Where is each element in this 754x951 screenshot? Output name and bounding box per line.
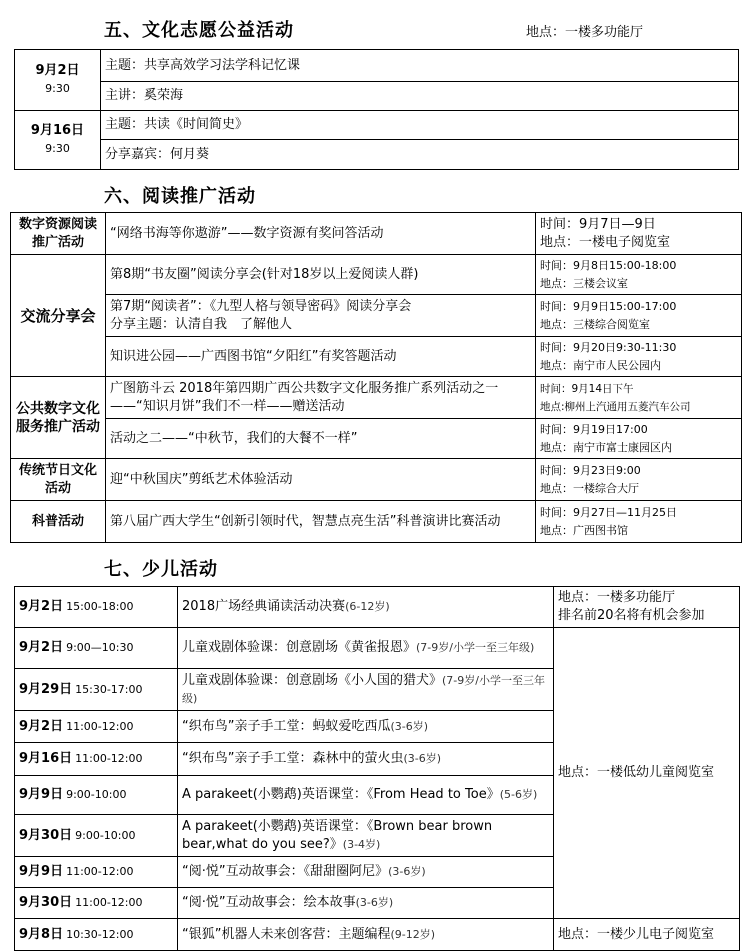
table-row: [11, 377, 742, 419]
content-cell: [178, 919, 554, 951]
content-cell: [178, 743, 554, 776]
content-cell: 第8期“书友圈”阅读分享会(针对18岁以上爱阅读人群): [106, 255, 536, 295]
age-range: (7-9岁/小学一至三年级): [182, 673, 545, 705]
time: 9:00-10:00: [75, 828, 136, 842]
date: 9月16日: [30, 123, 85, 138]
time: 9:30: [45, 142, 70, 155]
time-text: 时间：9月7日—9日: [540, 216, 656, 232]
location-cell: 地点：一楼低幼儿童阅览室: [554, 628, 740, 919]
activity-title: “阅·悦”互动故事会：绘本故事: [182, 895, 356, 910]
section-7-title: 七、少儿活动: [104, 559, 218, 580]
date-time-cell: [15, 711, 178, 743]
activity-title: “织布鸟”亲子手工堂：蚂蚁爱吃西瓜: [182, 718, 391, 734]
section-5-title: 五、文化志愿公益活动: [104, 20, 294, 41]
content-cell: [178, 888, 554, 919]
content-cell: [178, 587, 554, 628]
content-cell: 知识进公园——广西图书馆“夕阳红”有奖答题活动: [106, 337, 536, 377]
content-cell: [106, 295, 536, 337]
table-row: [15, 50, 739, 82]
age-range: (3-6岁): [403, 752, 442, 765]
section-7-table: [14, 586, 740, 951]
date-time-cell: [15, 587, 178, 628]
category-cell: 公共数字文化服务推广活动: [11, 377, 106, 459]
time: 11:00-12:00: [75, 896, 143, 909]
content-cell: [178, 776, 554, 815]
speaker-cell: 分享嘉宾：何月葵: [101, 140, 739, 170]
time: 11:00-12:00: [66, 719, 134, 733]
date: 9月2日: [19, 599, 64, 614]
content-cell: 活动之二——“中秋节，我们的大餐不一样”: [106, 419, 536, 459]
age-range: (7-9岁/小学一至三年级): [416, 641, 535, 654]
time-location-cell: [536, 419, 742, 459]
date-time-cell: [15, 669, 178, 711]
category-cell: 科普活动: [11, 501, 106, 543]
table-row: [11, 255, 742, 295]
content-cell: [178, 857, 554, 888]
date: 9月2日: [19, 640, 64, 655]
date-time-cell: [15, 888, 178, 919]
table-row: [11, 213, 742, 255]
location-cell: [554, 587, 740, 628]
date-cell: [15, 50, 101, 111]
activity-title: “织布鸟”亲子手工堂：森林中的萤火虫: [182, 751, 404, 766]
age-range: (6-12岁): [345, 600, 390, 613]
table-row: [11, 337, 742, 377]
category-cell: 数字资源阅读推广活动: [11, 213, 106, 255]
date-cell: [15, 111, 101, 170]
time: 15:30-17:00: [75, 682, 143, 696]
date-time-cell: [15, 857, 178, 888]
category-cell: 交流分享会: [11, 255, 106, 377]
time-location-cell: [536, 213, 742, 255]
content-line: 分享主题：认清自我 了解他人: [110, 316, 293, 332]
time-location-cell: [536, 255, 742, 295]
time-text: 时间：9月9日15:00-17:00: [540, 299, 677, 313]
section-5-location: 地点：一楼多功能厅: [526, 25, 644, 40]
date: 9月9日: [19, 864, 64, 879]
table-row: [11, 419, 742, 459]
time: 9:00-10:00: [66, 788, 127, 801]
topic-cell: 主题：共享高效学习法学科记忆课: [101, 50, 739, 82]
table-row: [15, 919, 740, 951]
content-cell: 第八届广西大学生“创新引领时代，智慧点亮生活”科普演讲比赛活动: [106, 501, 536, 543]
location-note: 排名前20名将有机会参加: [558, 608, 705, 623]
activity-title: 儿童戏剧体验课：创意剧场《小人国的猎犬》: [182, 672, 443, 688]
date: 9月16日: [19, 751, 73, 766]
table-row: [15, 140, 739, 170]
date-time-cell: [15, 628, 178, 669]
time: 9:00—10:30: [66, 641, 134, 654]
time-text: 时间：9月8日15:00-18:00: [540, 258, 677, 272]
location-text: 地点：三楼会议室: [540, 276, 628, 290]
date: 9月30日: [19, 895, 73, 910]
speaker-cell: 主讲：奚荣海: [101, 82, 739, 111]
content-cell: [178, 815, 554, 857]
section-6-title: 六、阅读推广活动: [104, 186, 256, 207]
content-cell: 迎“中秋国庆”剪纸艺术体验活动: [106, 459, 536, 501]
age-range: (3-6岁): [388, 865, 426, 878]
time-text: 时间：9月27日—11月25日: [540, 505, 677, 519]
date: 9月2日: [35, 63, 80, 78]
activity-title: A parakeet(小鹦鹉)英语课堂：《Brown bear brown bear,what do you see?》: [182, 818, 493, 852]
activity-title: A parakeet(小鹦鹉)英语课堂：《From Head to Toe》: [182, 787, 500, 802]
location-text: 地点：一楼多功能厅: [558, 590, 676, 605]
table-row: [11, 459, 742, 501]
location-text: 地点：南宁市富士康园区内: [540, 440, 672, 454]
location-text: 地点：南宁市人民公园内: [540, 358, 661, 372]
date-time-cell: [15, 815, 178, 857]
date: 9月30日: [19, 827, 73, 843]
location-text: 地点：广西图书馆: [540, 523, 628, 537]
time: 9:30: [45, 82, 70, 95]
age-range: (3-4岁): [342, 837, 381, 851]
table-row: [11, 501, 742, 543]
age-range: (9-12岁): [390, 927, 436, 941]
time-location-cell: [536, 459, 742, 501]
time-text: 时间：9月14日下午: [540, 382, 634, 395]
table-row: [11, 295, 742, 337]
content-cell: 广图筋斗云 2018年第四期广西公共数字文化服务推广系列活动之一——“知识月饼”我们不一样——赠送活动: [106, 377, 536, 419]
activity-title: “银狐”机器人未来创客营：主题编程: [182, 926, 391, 942]
date-time-cell: [15, 743, 178, 776]
date-time-cell: [15, 776, 178, 815]
location-text: 地点：一楼电子阅览室: [540, 234, 671, 250]
age-range: (3-6岁): [390, 719, 429, 733]
table-row: [15, 82, 739, 111]
section-6-table: [10, 212, 742, 543]
section-5-table: [14, 49, 739, 170]
time-location-cell: [536, 501, 742, 543]
age-range: (5-6岁): [499, 788, 538, 801]
age-range: (3-6岁): [355, 896, 394, 909]
date: 9月2日: [19, 718, 64, 734]
content-cell: [178, 711, 554, 743]
table-row: [15, 628, 740, 669]
date: 9月8日: [19, 926, 64, 942]
time: 15:00-18:00: [66, 600, 134, 613]
table-row: [15, 587, 740, 628]
date: 9月9日: [19, 787, 64, 802]
location-text: 地点：三楼综合阅览室: [540, 317, 650, 331]
content-cell: [178, 669, 554, 711]
content-cell: “网络书海等你遨游”——数字资源有奖问答活动: [106, 213, 536, 255]
time-text: 时间：9月23日9:00: [540, 463, 641, 477]
time: 11:00-12:00: [75, 752, 143, 765]
date-time-cell: [15, 919, 178, 951]
date: 9月29日: [19, 681, 73, 697]
time-location-cell: [536, 377, 742, 419]
location-text: 地点:柳州上汽通用五菱汽车公司: [540, 400, 691, 413]
category-cell: 传统节日文化活动: [11, 459, 106, 501]
time-location-cell: [536, 337, 742, 377]
time: 11:00-12:00: [66, 865, 134, 878]
time: 10:30-12:00: [66, 927, 134, 941]
time-text: 时间：9月19日17:00: [540, 422, 648, 436]
location-cell: 地点：一楼少儿电子阅览室: [554, 919, 740, 951]
content-line: 第7期“阅读者”：《九型人格与领导密码》阅读分享会: [110, 298, 412, 314]
table-row: [15, 111, 739, 140]
time-text: 时间：9月20日9:30-11:30: [540, 340, 677, 354]
activity-title: “阅·悦”互动故事会：《甜甜圈阿尼》: [182, 864, 389, 879]
time-location-cell: [536, 295, 742, 337]
activity-title: 2018广场经典诵读活动决赛: [182, 599, 346, 614]
content-cell: [178, 628, 554, 669]
activity-title: 儿童戏剧体验课：创意剧场《黄雀报恩》: [182, 640, 417, 655]
location-text: 地点：一楼综合大厅: [540, 481, 639, 495]
topic-cell: 主题：共读《时间简史》: [101, 111, 739, 140]
